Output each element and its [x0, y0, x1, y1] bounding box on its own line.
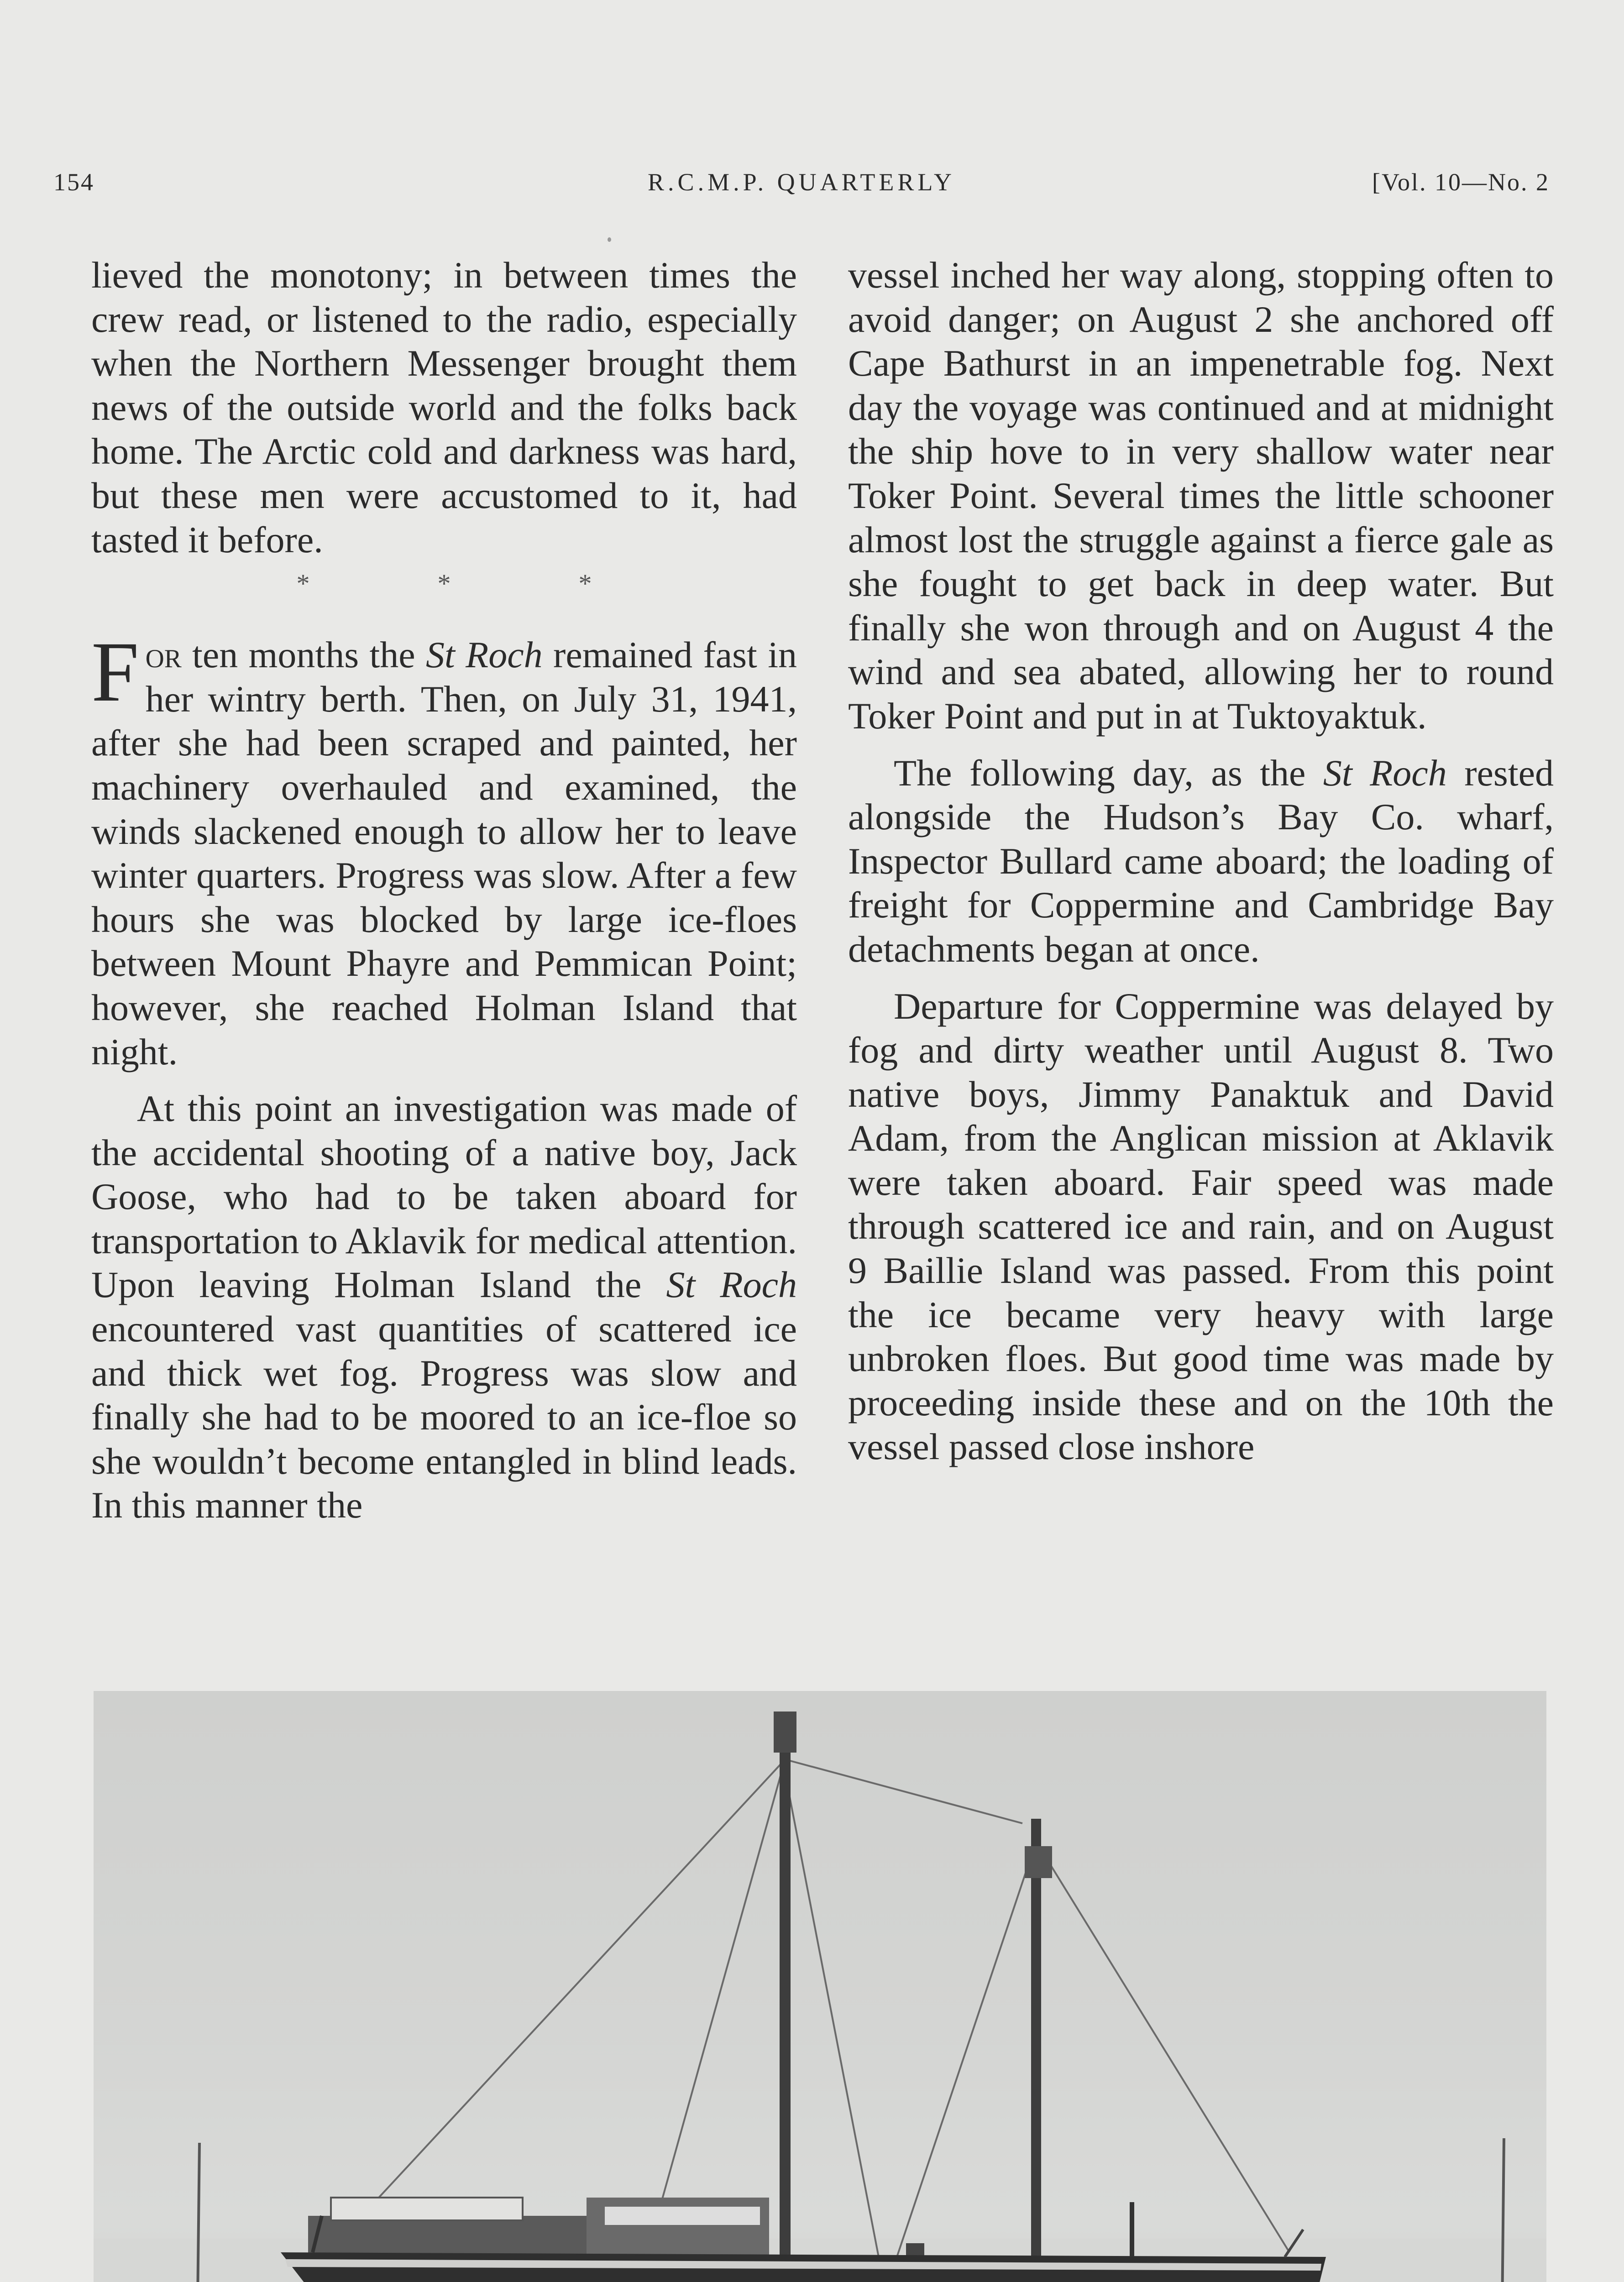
left-column — [91, 253, 797, 1528]
ship-name: St Roch — [426, 634, 543, 676]
paragraph-text: remained fast in her wintry berth. Then, on July 31, 1941, after she had been scraped and painted, her machinery overhauled and examined, the winds slackened enough to allow her to leave winter quarters. Progress was slow. After a few hours she was blocked by large ice-floes between Mount Phayre and Pemmican Point; however, she reached Holman Island that night. — [91, 634, 797, 1073]
separator-star: * — [578, 569, 592, 599]
section-separator — [91, 562, 797, 606]
paragraph-text: The following day, as the — [894, 752, 1323, 794]
running-header — [53, 168, 1550, 204]
drop-cap: F — [91, 624, 139, 720]
journal-title: R.C.M.P. QUARTERLY — [648, 168, 955, 196]
paragraph — [91, 1087, 797, 1528]
ship-name: St Roch — [666, 1264, 797, 1306]
page-number: 154 — [53, 168, 94, 196]
separator-star: * — [296, 569, 310, 599]
paragraph-text: rested alongside the Hudson’s Bay Co. wharf, Inspector Bullard came aboard; the loading of freight for Coppermine and Cambridge Bay detachments began at once. — [848, 752, 1554, 970]
small-caps-word: or — [145, 634, 182, 676]
paragraph: vessel inched her way along, stopping often to avoid danger; on August 2 she anchored off Cape Bathurst in an impenetrable fog. Next day the voyage was continued and at midnight the ship hove to in very shallow water near Toker Point. Several times the little schooner almost lost the struggle against a fierce gale as she fought to get back in deep water. But finally she won through and on August 4 the wind and sea abated, allowing her to round Toker Point and put in at Tuktoyaktuk. — [848, 254, 1554, 737]
right-column — [848, 253, 1554, 1469]
ship-illustration — [94, 1691, 1546, 2282]
paragraph-text: encountered vast quantities of scattered ice and thick wet fog. Progress was slow and finally she had to be moored to an ice-floe so she wouldn’t become entangled in blind leads. In this manner the — [91, 1308, 797, 1526]
separator-star: * — [437, 569, 451, 599]
speck — [608, 237, 611, 242]
paragraph: lieved the monotony; in between times the crew read, or listened to the radio, especially when the Northern Messenger brought them news of the outside world and the folks back home. The Arctic cold and darkness was hard, but these men were accustomed to it, had tasted it before. — [91, 254, 797, 560]
ship-photograph — [94, 1691, 1546, 2282]
paragraph: Departure for Coppermine was delayed by fog and dirty weather until August 8. Two native boys, Jimmy Panaktuk and David Adam, from the Anglican mission at Aklavik were taken aboard. Fair speed was made through scattered ice and rain, and on August 9 Baillie Island was passed. From this point the ice became very heavy with large unbroken floes. But good time was made by proceeding inside these and on the 10th the vessel passed close inshore — [848, 985, 1554, 1468]
paragraph-text: ten months the — [181, 634, 426, 676]
volume-info: [Vol. 10—No. 2 — [1372, 168, 1550, 196]
paragraph-text: At this point an investigation was made of the accidental shooting of a native boy, Jack Goose, who had to be taken aboard for transportation to Aklavik for medical attention. Upon leaving Holman Island the — [91, 1088, 797, 1306]
ship-name: St Roch — [1323, 752, 1447, 794]
paragraph — [848, 751, 1554, 972]
paragraph — [91, 624, 797, 1074]
